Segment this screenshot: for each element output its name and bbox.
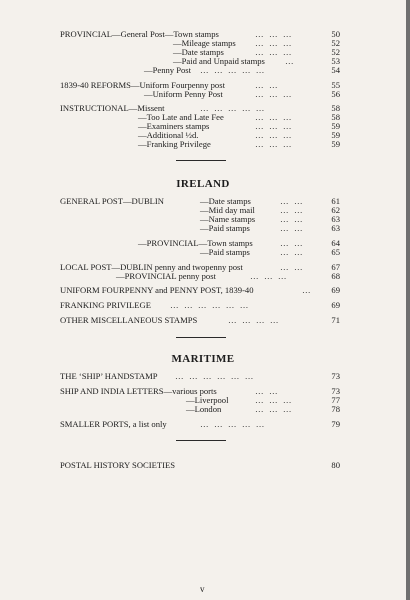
- leader-dots: … … … … … …: [175, 371, 255, 381]
- entry-page-number: 68: [331, 271, 340, 281]
- entry-page-number: 59: [331, 139, 340, 149]
- leader-dots: … … …: [255, 121, 294, 131]
- leader-dots: … … … … …: [200, 103, 266, 113]
- entry-title: PROVINCIAL—General Post—Town stamps: [60, 29, 219, 39]
- entry-title: OTHER MISCELLANEOUS STAMPS: [60, 315, 198, 325]
- entry-title: —Date stamps: [200, 196, 251, 206]
- entry-title: —Uniform Penny Post: [144, 89, 223, 99]
- entry-page-number: 53: [331, 56, 340, 66]
- section-divider: [176, 337, 226, 338]
- entry-title: —London: [186, 404, 222, 414]
- entry-page-number: 54: [331, 65, 340, 75]
- entry-title: THE ‘SHIP’ HANDSTAMP: [60, 371, 158, 381]
- leader-dots: … … …: [255, 395, 294, 405]
- entry-title: —PROVINCIAL—Town stamps: [138, 238, 253, 248]
- entry-page-number: 50: [331, 29, 340, 39]
- heading-maritime: MARITIME: [171, 353, 235, 365]
- entry-title: INSTRUCTIONAL—Missent: [60, 103, 165, 113]
- leader-dots: … … … …: [228, 315, 281, 325]
- entry-title: —Paid stamps: [200, 247, 250, 257]
- entry-title: —Mid day mail: [200, 205, 255, 215]
- entry-title: —Mileage stamps: [173, 38, 236, 48]
- entry-title: —Liverpool: [186, 395, 229, 405]
- entry-title: 1839-40 REFORMS—Uniform Fourpenny post: [60, 80, 225, 90]
- leader-dots: … … … … …: [200, 419, 266, 429]
- entry-page-number: 69: [331, 300, 340, 310]
- leader-dots: … … …: [255, 404, 294, 414]
- entry-page-number: 73: [331, 371, 340, 381]
- entry-title: FRANKING PRIVILEGE: [60, 300, 151, 310]
- entry-page-number: 62: [331, 205, 340, 215]
- entry-title: —Penny Post: [144, 65, 192, 75]
- leader-dots: … …: [280, 238, 305, 248]
- entry-page-number: 71: [331, 315, 340, 325]
- leader-dots: …: [285, 56, 296, 66]
- leader-dots: … …: [280, 205, 305, 215]
- entry-title: GENERAL POST—DUBLIN: [60, 196, 164, 206]
- leader-dots: … … …: [255, 130, 294, 140]
- entry-title: —Date stamps: [173, 47, 224, 57]
- leader-dots: … … …: [255, 29, 294, 39]
- entry-title: —PROVINCIAL penny post: [116, 271, 216, 281]
- leader-dots: … … …: [255, 89, 294, 99]
- entry-page-number: 63: [331, 223, 340, 233]
- entry-page-number: 61: [331, 196, 340, 206]
- entry-title: —Additional ½d.: [138, 130, 199, 140]
- entry-page-number: 52: [331, 38, 340, 48]
- entry-page-number: 69: [331, 285, 340, 295]
- entry-title: —Paid and Unpaid stamps: [173, 56, 265, 66]
- entry-page-number: 58: [331, 103, 340, 113]
- section-divider: [176, 440, 226, 441]
- entry-page-number: 67: [331, 262, 340, 272]
- entry-title: —Too Late and Late Fee: [138, 112, 224, 122]
- leader-dots: … … …: [255, 47, 294, 57]
- leader-dots: … … …: [255, 112, 294, 122]
- leader-dots: … … … … … …: [170, 300, 250, 310]
- entry-page-number: 73: [331, 386, 340, 396]
- entry-title: —Name stamps: [200, 214, 256, 224]
- entry-title: SMALLER PORTS, a list only: [60, 419, 167, 429]
- entry-title: UNIFORM FOURPENNY and PENNY POST, 1839-40: [60, 285, 254, 295]
- leader-dots: … …: [280, 214, 305, 224]
- entry-page-number: 63: [331, 214, 340, 224]
- entry-title: LOCAL POST—DUBLIN penny and twopenny post: [60, 262, 243, 272]
- entry-title: —Franking Privilege: [138, 139, 211, 149]
- leader-dots: … … …: [255, 38, 294, 48]
- entry-page-number: 77: [331, 395, 340, 405]
- entry-page-number: 55: [331, 80, 340, 90]
- leader-dots: … … …: [250, 271, 289, 281]
- footer-page-numeral: v: [200, 584, 205, 594]
- page-edge: [406, 0, 410, 600]
- entry-page-number: 59: [331, 130, 340, 140]
- entry-page-number: 78: [331, 404, 340, 414]
- leader-dots: … … … … …: [200, 65, 266, 75]
- leader-dots: … … …: [255, 139, 294, 149]
- leader-dots: … …: [280, 196, 305, 206]
- entry-title: SHIP AND INDIA LETTERS—various ports: [60, 386, 217, 396]
- leader-dots: … …: [280, 247, 305, 257]
- leader-dots: … …: [280, 262, 305, 272]
- leader-dots: … …: [255, 386, 280, 396]
- entry-title: POSTAL HISTORY SOCIETIES: [60, 460, 176, 470]
- leader-dots: … …: [255, 80, 280, 90]
- leader-dots: … …: [280, 223, 305, 233]
- entry-page-number: 79: [331, 419, 340, 429]
- entry-title: —Examiners stamps: [138, 121, 210, 131]
- leader-dots: …: [302, 285, 313, 295]
- entry-page-number: 80: [331, 460, 340, 470]
- entry-page-number: 58: [331, 112, 340, 122]
- entry-page-number: 56: [331, 89, 340, 99]
- heading-ireland: IRELAND: [176, 178, 230, 190]
- entry-page-number: 52: [331, 47, 340, 57]
- entry-title: —Paid stamps: [200, 223, 250, 233]
- entry-page-number: 59: [331, 121, 340, 131]
- entry-page-number: 65: [331, 247, 340, 257]
- entry-page-number: 64: [331, 238, 340, 248]
- section-divider: [176, 160, 226, 161]
